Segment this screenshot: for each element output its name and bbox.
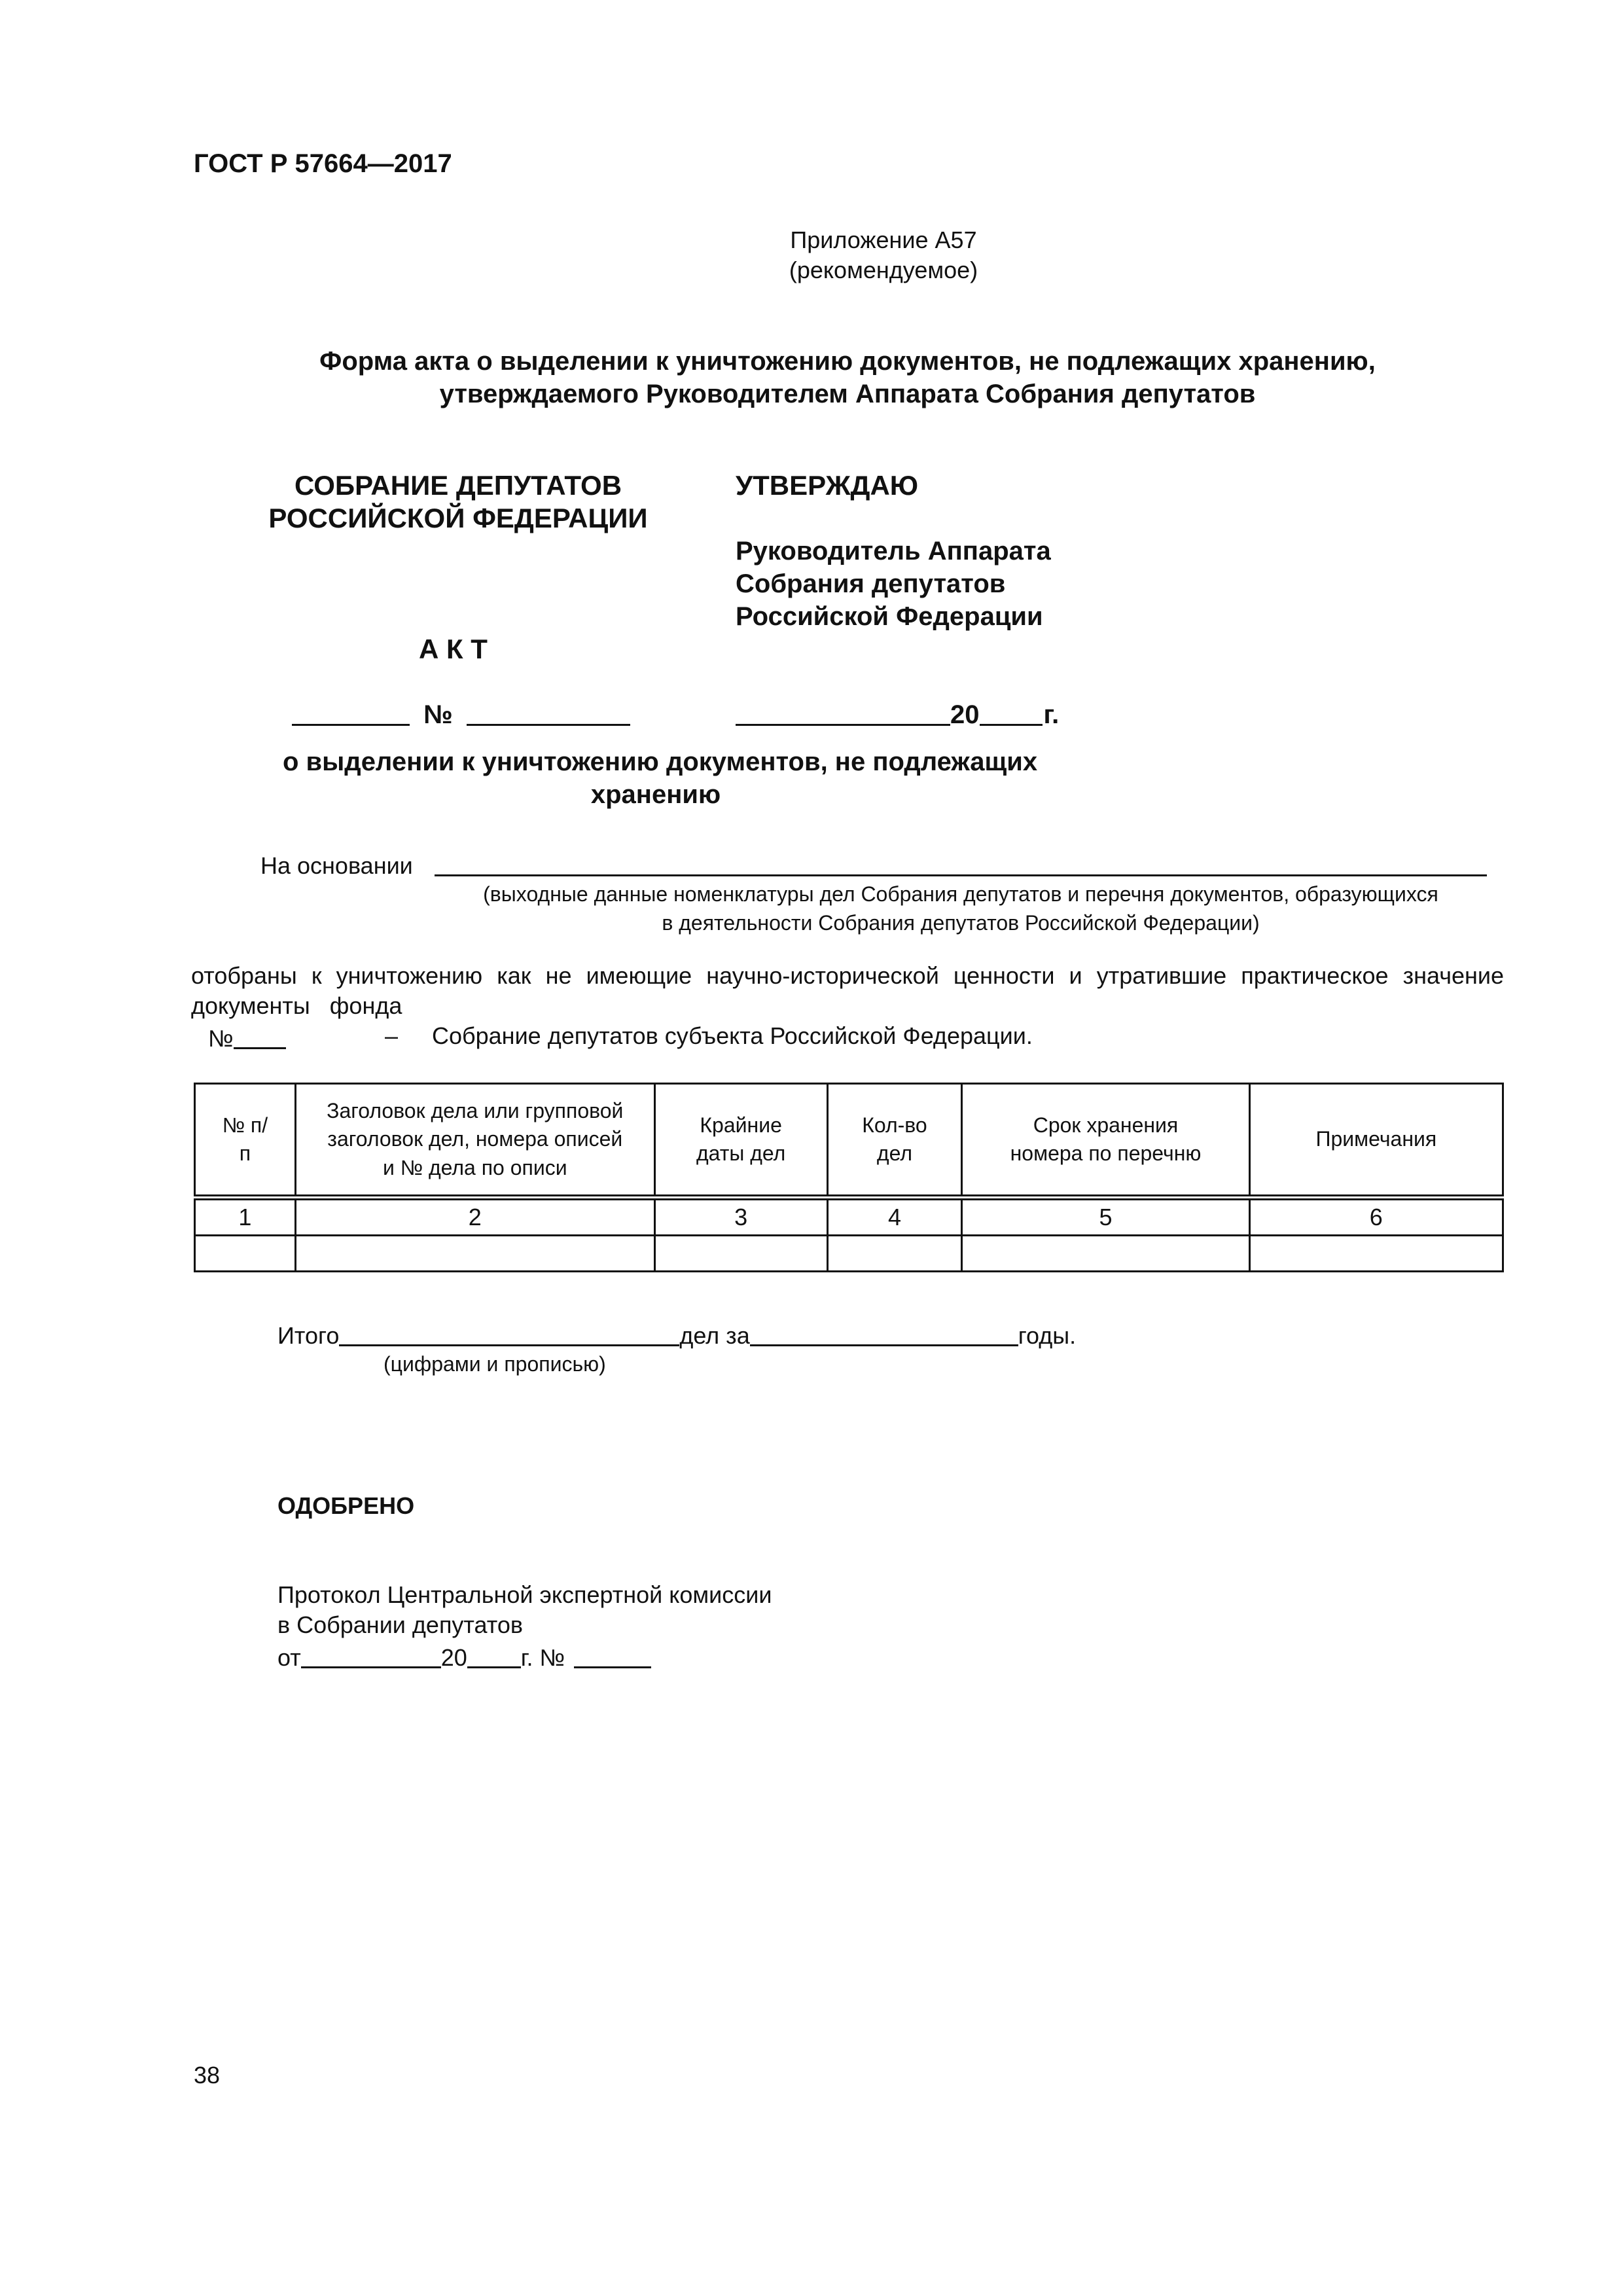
fund-number-line — [208, 1022, 286, 1052]
appendix-label: Приложение А57 — [790, 226, 977, 253]
approval-line2: Собрания депутатов — [736, 569, 1006, 598]
body-line1: отобраны к уничтожению как не имеющие научно-исторической ценности и утратившие практическое значение — [191, 962, 1504, 989]
year-suffix: г. — [1043, 700, 1060, 729]
approval-heading: УТВЕРЖДАЮ — [736, 470, 919, 501]
fund-name: Собрание депутатов субъекта Российской Федерации. — [432, 1022, 1033, 1049]
basis-hint-line2: в деятельности Собрания депутатов Российской Федерации) — [662, 911, 1260, 935]
act-number-line — [292, 699, 630, 730]
total-line — [277, 1319, 1076, 1350]
organization-line2: РОССИЙСКОЙ ФЕДЕРАЦИИ — [268, 503, 648, 533]
act-year-blank[interactable] — [980, 699, 1043, 726]
fund-dash: – — [385, 1022, 399, 1049]
total-label: Итого — [277, 1322, 340, 1349]
documents-table — [194, 1083, 1504, 1272]
page-number: 38 — [194, 2062, 221, 2089]
table-cell[interactable] — [1249, 1236, 1503, 1272]
protocol-number-blank[interactable] — [574, 1641, 651, 1668]
table-cell[interactable] — [827, 1236, 962, 1272]
table-number-cell: 4 — [827, 1198, 962, 1236]
approved-prefix: от — [277, 1644, 301, 1671]
act-title: А К Т — [419, 634, 488, 664]
basis-hint-line1: (выходные данные номенклатуры дел Собрания депутатов и перечня документов, образующихся — [483, 882, 1438, 906]
protocol-year-blank[interactable] — [467, 1641, 521, 1668]
protocol-date-blank[interactable] — [301, 1641, 441, 1668]
act-number-blank[interactable] — [467, 699, 630, 726]
organization-line1: СОБРАНИЕ ДЕПУТАТОВ — [294, 470, 622, 501]
table-header-cell: Кол-во дел — [827, 1084, 962, 1198]
approved-protocol-line — [277, 1641, 651, 1672]
table-cell[interactable] — [195, 1236, 296, 1272]
table-header-cell: Заголовок дела или групповой заголовок дел, номера описей и № дела по описи — [295, 1084, 654, 1198]
table-cell[interactable] — [962, 1236, 1249, 1272]
total-middle: дел за — [679, 1322, 750, 1349]
table-number-cell: 1 — [195, 1198, 296, 1236]
table-number-row — [195, 1198, 1503, 1236]
form-title-line1: Форма акта о выделении к уничтожению документов, не подлежащих хранению, — [319, 347, 1376, 376]
total-years-blank[interactable] — [750, 1319, 1018, 1346]
approval-line3: Российской Федерации — [736, 602, 1043, 631]
total-count-blank[interactable] — [339, 1319, 679, 1346]
appendix-status: (рекомендуемое) — [789, 257, 978, 283]
table-header-cell: Примечания — [1249, 1084, 1503, 1198]
fund-number-label: № — [208, 1025, 234, 1052]
table-row — [195, 1236, 1503, 1272]
act-year-line — [736, 699, 1059, 730]
approved-heading: ОДОБРЕНО — [277, 1492, 415, 1519]
table-header-cell: № п/п — [195, 1084, 296, 1198]
act-subtitle-line1: о выделении к уничтожению документов, не подлежащих — [283, 747, 1038, 776]
approved-line1: Протокол Центральной экспертной комиссии — [277, 1581, 772, 1608]
basis-blank[interactable] — [435, 874, 1487, 876]
table-cell[interactable] — [654, 1236, 827, 1272]
approved-year-prefix: 20 — [440, 1644, 467, 1671]
act-day-month-blank[interactable] — [736, 699, 950, 726]
approved-year-suffix: г. № — [520, 1644, 565, 1671]
act-subtitle-line2: хранению — [590, 780, 721, 809]
total-suffix: годы. — [1018, 1322, 1077, 1349]
basis-label: На основании — [260, 852, 413, 879]
body-line2: документы фонда — [191, 992, 402, 1019]
year-prefix: 20 — [950, 700, 980, 729]
table-number-cell: 6 — [1249, 1198, 1503, 1236]
standard-code: ГОСТ Р 57664—2017 — [194, 149, 452, 178]
table-cell[interactable] — [295, 1236, 654, 1272]
table-number-cell: 5 — [962, 1198, 1249, 1236]
approval-line1: Руководитель Аппарата — [736, 537, 1051, 565]
form-title-line2: утверждаемого Руководителем Аппарата Собрания депутатов — [439, 380, 1256, 408]
table-number-cell: 3 — [654, 1198, 827, 1236]
act-date-blank[interactable] — [292, 699, 410, 726]
table-header-cell: Срок хранения номера по перечню — [962, 1084, 1249, 1198]
fund-number-blank[interactable] — [234, 1022, 286, 1049]
table-header-cell: Крайние даты дел — [654, 1084, 827, 1198]
total-hint: (цифрами и прописью) — [383, 1352, 606, 1376]
approved-line2: в Собрании депутатов — [277, 1611, 523, 1638]
table-number-cell: 2 — [295, 1198, 654, 1236]
number-sign: № — [423, 700, 453, 729]
table-header-row — [195, 1084, 1503, 1198]
